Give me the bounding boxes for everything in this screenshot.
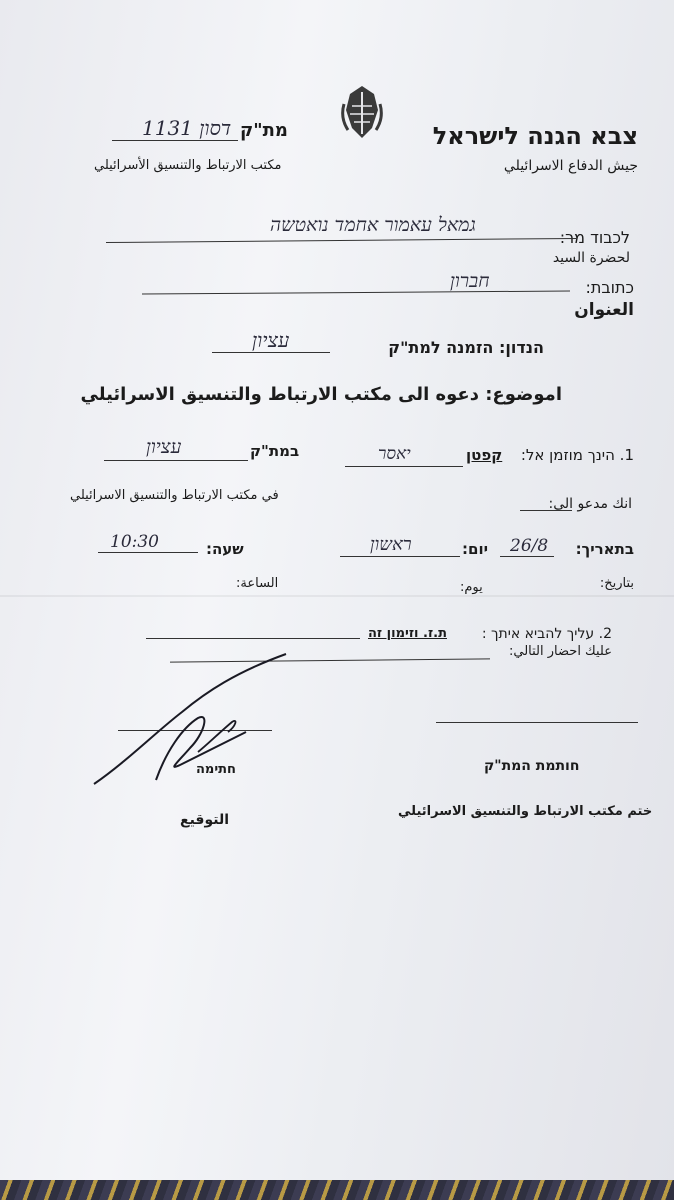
at-office-handwritten: עציון — [146, 436, 182, 458]
captain-handwritten: יאסר — [378, 444, 411, 464]
subject-arabic: اموضوع: دعوه الى مكتب الارتباط والتنسيق الاسرائيلي — [80, 384, 562, 405]
address-handwritten: חברון — [450, 270, 490, 292]
date-label: בתאריך: — [575, 540, 634, 558]
to-label-arabic: لحضرة السيد — [552, 250, 630, 266]
stamp-hebrew: חותמת המת"ק — [484, 758, 580, 774]
time-arabic: الساعة: — [236, 576, 279, 591]
signature-hebrew: חתימה — [196, 762, 236, 777]
subject-hebrew: הנדון: הזמנה למת"ק — [388, 338, 544, 357]
signature-arabic: التوقيع — [180, 812, 229, 828]
at-office-label: במת"ק — [250, 442, 300, 460]
name-line — [106, 238, 576, 243]
bring-value: ת.ז. וזימון זה — [368, 626, 447, 641]
bring-hebrew: 2. עליך להביא איתך : — [481, 626, 612, 642]
office-label: מת"ק — [240, 120, 288, 141]
address-line — [142, 291, 570, 295]
date-line — [500, 556, 554, 557]
background-fabric — [0, 1180, 674, 1200]
time-line — [98, 552, 198, 553]
day-label: יום: — [462, 540, 489, 558]
bring-arabic: عليك احضار التالي: — [509, 644, 612, 659]
day-arabic: يوم: — [460, 580, 483, 595]
invited-hebrew: 1. הינך מוזמן אל: — [520, 446, 634, 464]
captain-label: קפטן — [466, 446, 503, 464]
bring-line-1 — [146, 638, 360, 639]
at-office-line — [104, 460, 248, 461]
org-name-hebrew: צבא הגנה לישראל — [432, 122, 638, 150]
signature-scribble — [86, 652, 296, 792]
address-label-arabic: العنوان — [574, 300, 634, 320]
name-handwritten: גמאל עאמור אחמד נואטשה — [270, 214, 476, 236]
office-arabic: مكتب الارتباط والتنسيق الأسرائيلي — [94, 158, 282, 173]
captain-line — [345, 466, 463, 467]
subject-handwritten: עציון — [252, 328, 290, 352]
stamp-arabic: ختم مكتب الارتباط والتنسيق الاسرائيلي — [398, 804, 653, 819]
time-label: שעה: — [206, 540, 244, 558]
invited-arabic: انك مدعو الى: — [548, 496, 632, 512]
address-label-hebrew: כתובת: — [585, 278, 634, 297]
idf-emblem-icon — [338, 84, 386, 140]
invited-arabic-line — [520, 510, 572, 511]
to-label-hebrew: לכבוד מר: — [559, 228, 630, 247]
day-handwritten: ראשון — [370, 534, 412, 555]
paper-fold — [0, 595, 674, 597]
org-name-arabic: جيش الدفاع الاسرائيلي — [503, 158, 638, 174]
office-handwritten: דסון 1131 — [142, 116, 232, 140]
office-arabic-item1: في مكتب الارتباط والتنسيق الاسرائيلي — [70, 488, 279, 503]
day-line — [340, 556, 460, 557]
date-arabic: بتاريخ: — [599, 576, 634, 591]
time-handwritten: 10:30 — [110, 532, 159, 552]
date-handwritten: 26/8 — [510, 536, 549, 556]
stamp-line — [436, 722, 638, 723]
